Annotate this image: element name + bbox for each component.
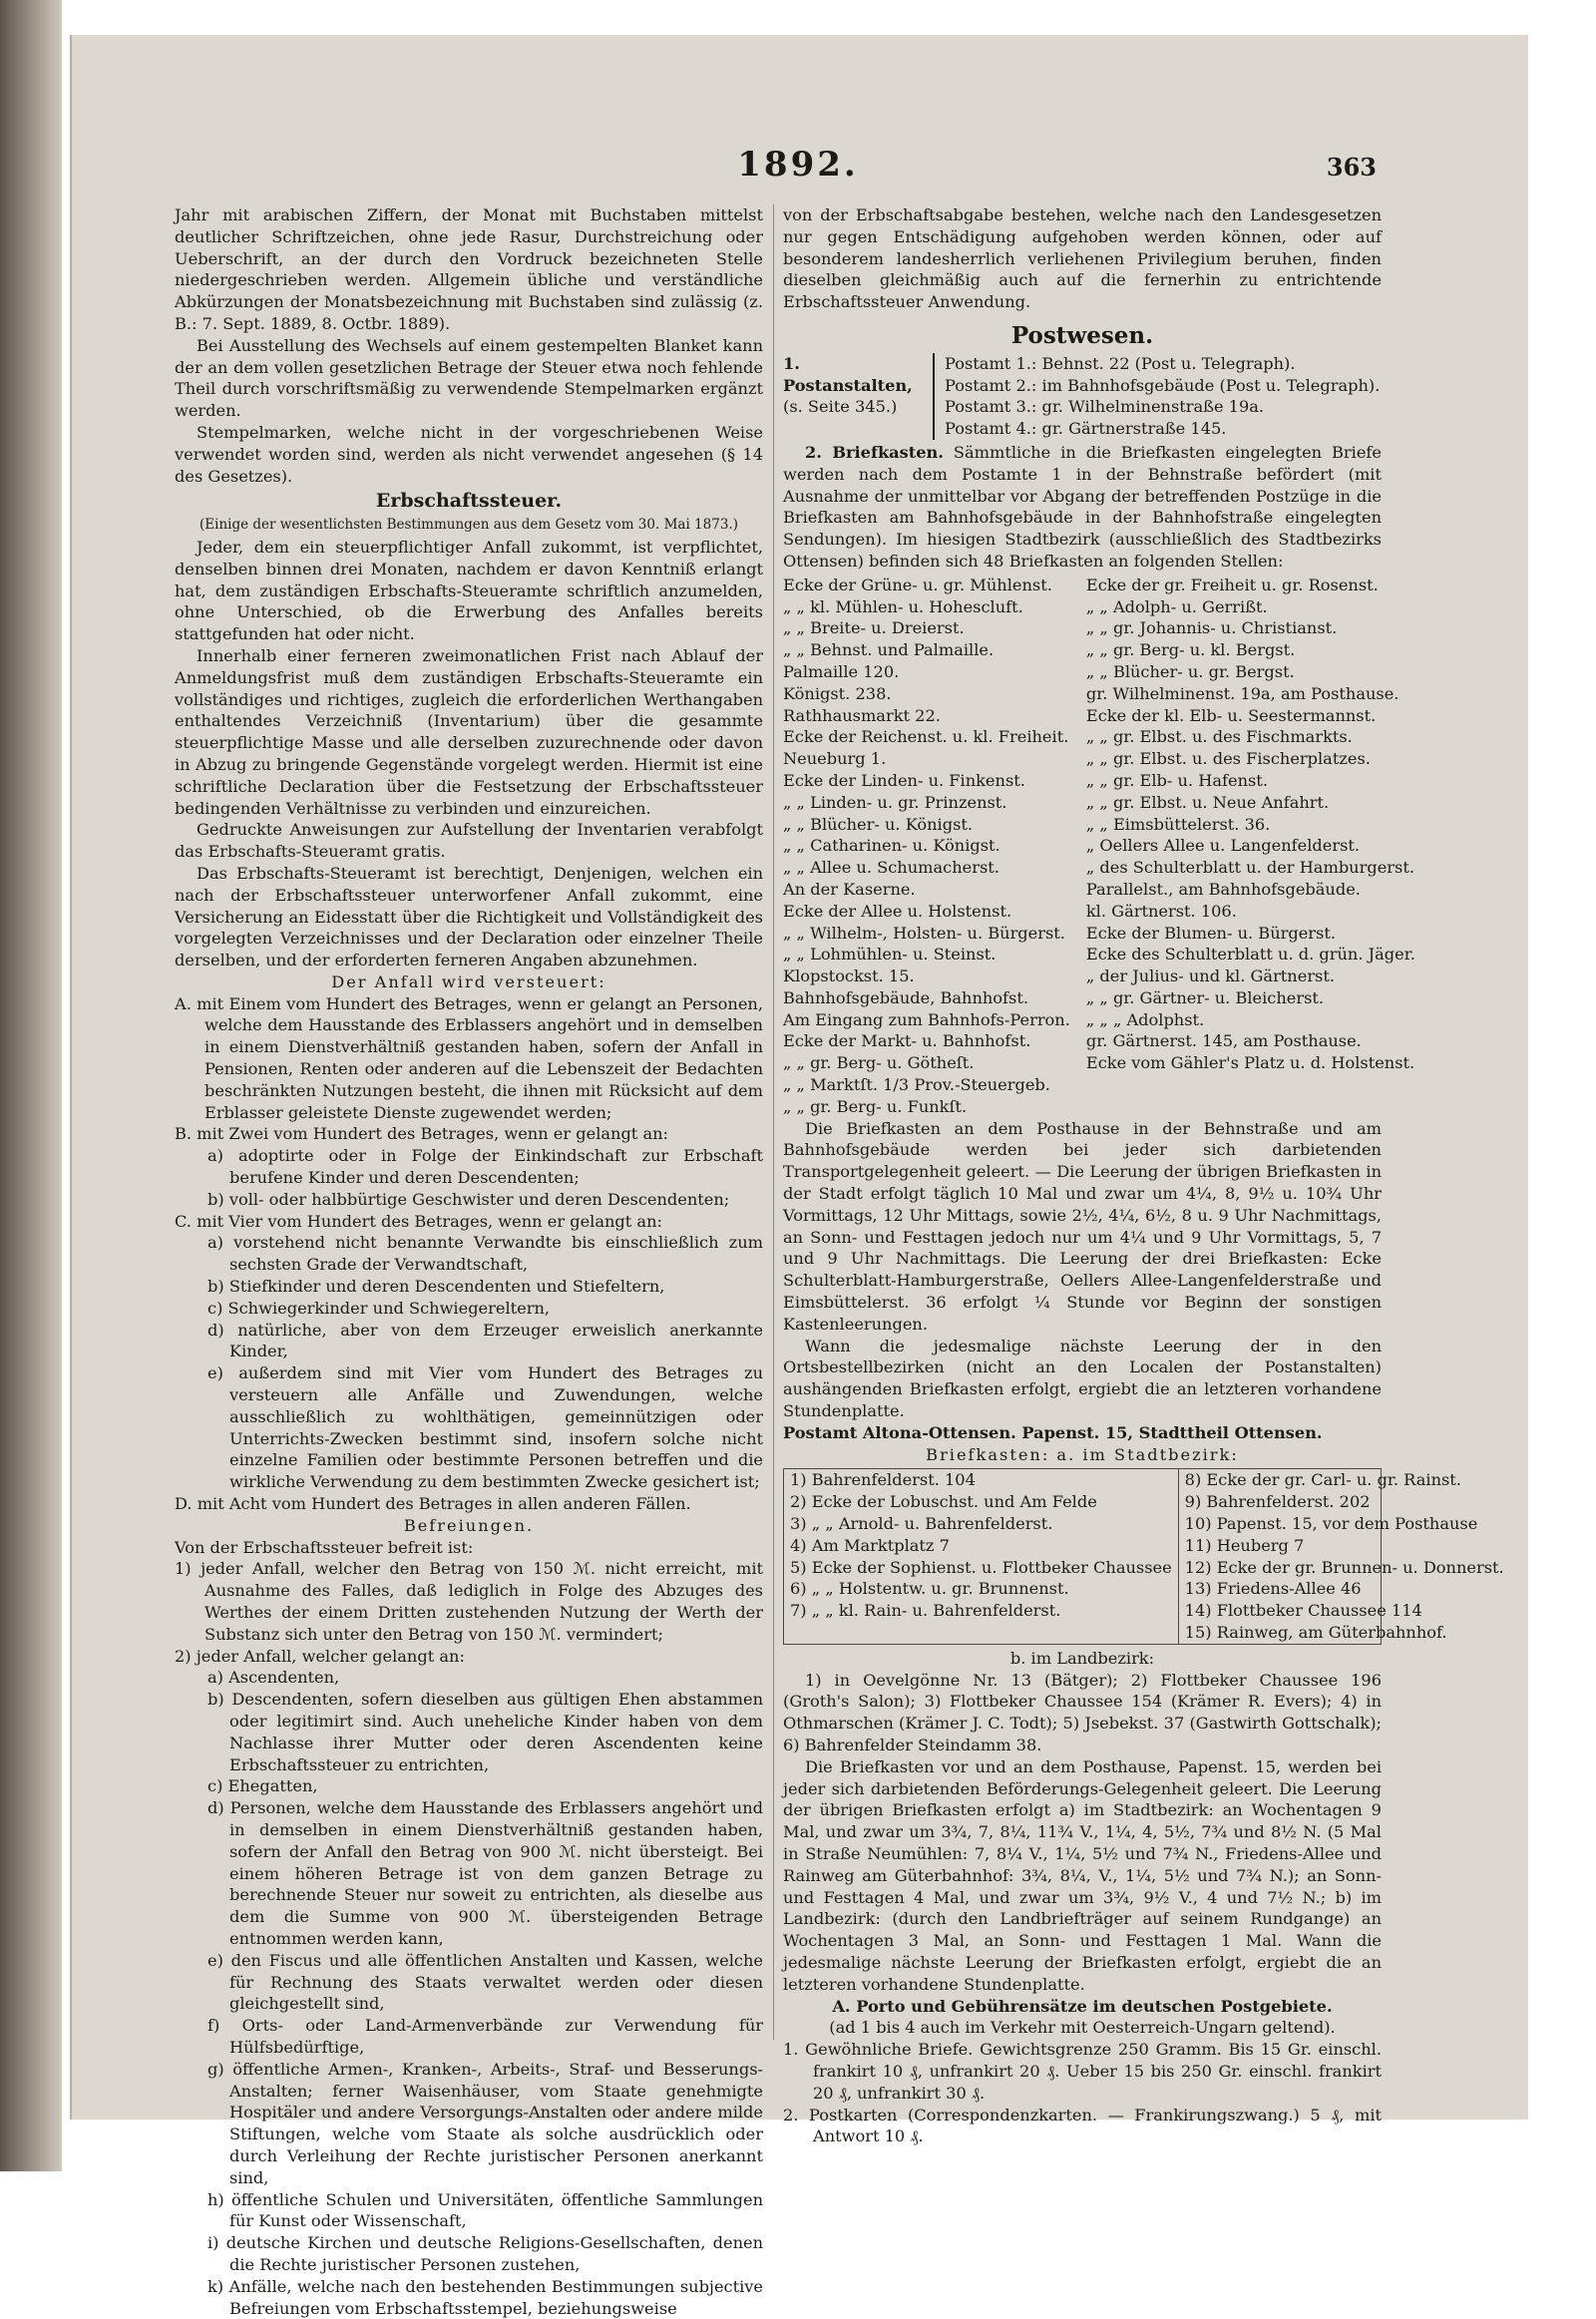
ottensen-mailbox: 3) „ „ Arnold- u. Bahrenfelderst. [790, 1514, 1053, 1534]
ottensen-mailbox: 6) „ „ Holstentw. u. gr. Brunnenst. [790, 1579, 1069, 1599]
mailbox-location: Ecke vom Gähler's Platz u. d. Holstenst. [1085, 1053, 1415, 1073]
mailbox-location: Bahnhofsgebäude, Bahnhofst. [783, 987, 1028, 1007]
section-subtitle: (Einige der wesentlichsten Bestimmungen aus dem Gesetz vom 30. Mai 1873.) [200, 517, 738, 534]
subheading-versteuert: Der Anfall wird versteuert: [331, 971, 606, 991]
left-column [175, 204, 763, 2319]
landbezirk-heading: b. im Landbezirk: [1009, 1648, 1155, 1668]
exemption-subitem: k) Anfälle, welche nach den bestehenden Bestimmungen subjective Befreiungen vom Erbschaftsstempel, beziehungsweise [207, 2276, 763, 2318]
exemption-intro: Von der Erbschaftssteuer befreit ist: [175, 1537, 474, 1557]
mailbox-location: Ecke der gr. Freiheit u. gr. Rosenst. [1085, 575, 1379, 594]
exemption-item-2: 2) jeder Anfall, welcher gelangt an: [175, 1646, 465, 1666]
mailbox-location: „ „ Allee u. Schumacherst. [783, 858, 999, 878]
mailbox-location: „ „ Catharinen- u. Königst. [783, 836, 1000, 856]
postanstalten-block [783, 353, 1382, 440]
post-office-item: Postamt 4.: gr. Gärtnerstraße 145. [945, 419, 1227, 439]
subheading-befreiungen: Befreiungen. [403, 1515, 535, 1535]
mailbox-location: Ecke der Linden- u. Finkenst. [783, 770, 1025, 790]
ottensen-mailbox: 11) Heuberg 7 [1184, 1535, 1305, 1555]
mailbox-location: „ „ „ Adolphst. [1085, 1009, 1205, 1029]
exemption-subitem: b) Descendenten, sofern dieselben aus gültigen Ehen abstammen oder legitimirt sind. Auch uneheliche Kinder haben von dem Nachlasse ihrer Mutter oder deren Ascendenten keine Erbschaftssteuer zu entrichten, [207, 1690, 763, 1774]
papenst-paragraph: Die Briefkasten vor und an dem Posthause, Papenst. 15, werden bei jeder sich darbietenden Beförderungs-Gelegenheit geleert. Die Leerung der übrigen Briefkasten erfolgt a) im Stadtbezirk: an Wochentagen 9 Mal, und zwar um 3¾, 7, 8¼, 11¾ V., 1¼, 4, 5½, 7¾ und 8½ N. (5 Mal in Straße Neumühlen: 7, 8¼ V., 1¼, 5½ und 7¾ N., Friedens-Allee und Rainweg am Güterbahnhof: 3¾, 8¼, V., 1¼, 5½ und 7¾ N.); an Sonn- und Festtagen 4 Mal, und zwar um 3¾, 9½ V., 4 und 7½ N.; b) im Landbezirk: (durch den Landbriefträger auf seinem Rundgange) an Wochentagen 3 Mal, an Sonn- und Festtagen 1 Mal. Wann die jedesmalige nächste Leerung der Briefkasten erfolgt, ergiebt die an letzteren vorhandene Stundenplatte. [783, 1756, 1382, 1994]
mailbox-location: „ des Schulterblatt u. der Hamburgerst. [1085, 858, 1414, 878]
ottensen-mailbox: 1) Bahrenfelderst. 104 [790, 1470, 976, 1490]
page-number: 363 [1326, 153, 1377, 182]
exemption-item-1: 1) jeder Anfall, welcher den Betrag von 150 ℳ. nicht erreicht, mit Ausnahme des Falles, daß lediglich in Folge des Abzuges des Werthes der einem Dritten zustehenden Nutzung der Werth der Substanz sich unter den Betrag von 150 ℳ. vermindert; [175, 1559, 763, 1644]
mailbox-location: „ „ Linden- u. gr. Prinzenst. [783, 792, 1007, 812]
exemption-subitem: c) Ehegatten, [207, 1776, 318, 1796]
mailbox-location: „ „ Breite- u. Dreierst. [783, 618, 965, 638]
section-title-postwesen: Postwesen. [1010, 321, 1154, 349]
rate-subitem: b) voll- oder halbbürtige Geschwister und deren Descendenten; [207, 1189, 730, 1209]
ottensen-mailbox: 13) Friedens-Allee 46 [1184, 1579, 1362, 1599]
mailbox-location: Ecke der kl. Elb- u. Seestermannst. [1085, 705, 1377, 725]
ottensen-heading: Postamt Altona-Ottensen. Papenst. 15, Stadttheil Ottensen. [783, 1422, 1323, 1442]
mailbox-location: „ „ Blücher- u. Königst. [783, 814, 974, 834]
mailbox-location: „ „ gr. Berg- u. Götheſt. [783, 1053, 975, 1073]
exemption-subitem: f) Orts- oder Land-Armenverbände zur Verwendung für Hülfsbedürftige, [207, 2016, 763, 2057]
ottensen-list-left [784, 1469, 1179, 1643]
rate-item-b: B. mit Zwei vom Hundert des Betrages, wenn er gelangt an: [175, 1124, 668, 1144]
porto-subheading: (ad 1 bis 4 auch im Verkehr mit Oesterreich-Ungarn geltend). [829, 2018, 1336, 2038]
intro-paragraph: Stempelmarken, welche nicht in der vorgeschriebenen Weise verwendet worden sind, werden als nicht verwendet angesehen (§ 14 des Gesetzes). [175, 422, 763, 486]
rate-subitem: d) natürliche, aber von dem Erzeuger erweislich anerkannte Kinder, [207, 1320, 763, 1361]
ottensen-mailbox: 12) Ecke der gr. Brunnen- u. Donnerst. [1184, 1557, 1504, 1577]
mailbox-location: „ der Julius- und kl. Gärtnerst. [1085, 966, 1336, 986]
mailbox-location: „ „ Lohmühlen- u. Steinst. [783, 945, 997, 965]
ortsbestell-paragraph: Wann die jedesmalige nächste Leerung der in den Ortsbestellbezirken (nicht an den Localen der Postanstalten) aushängenden Briefkasten erfolgt, ergiebt die an letzteren vorhandene Stundenplatte. [783, 1336, 1382, 1421]
ottensen-mailbox: 2) Ecke der Lobuschst. und Am Felde [790, 1492, 1097, 1512]
mailbox-location: „ „ gr. Elbst. u. des Fischerplatzes. [1085, 749, 1371, 769]
ottensen-mailbox: 9) Bahrenfelderst. 202 [1184, 1492, 1371, 1512]
mailbox-location: Ecke der Grüne- u. gr. Mühlenst. [783, 575, 1052, 594]
postanstalten-list [933, 353, 1380, 440]
mailbox-location: Königst. 238. [783, 683, 892, 703]
mailbox-location: An der Kaserne. [783, 879, 916, 899]
landbezirk-paragraph: 1) in Oevelgönne Nr. 13 (Bätger); 2) Flottbeker Chaussee 196 (Groth's Salon); 3) Flottbeker Chaussee 154 (Krämer R. Evers); 4) in Othmarschen (Krämer J. C. Todt); 5) Jsebekst. 37 (Gastwirth Gottschalk); 6) Bahrenfelder Steindamm 38. [783, 1670, 1382, 1754]
mailbox-location: Parallelst., am Bahnhofsgebäude. [1085, 879, 1361, 899]
ottensen-mailbox: 7) „ „ kl. Rain- u. Bahrenfelderst. [790, 1601, 1061, 1621]
mailbox-location: „ „ gr. Elb- u. Hafenst. [1085, 770, 1268, 790]
ottensen-mailbox: 15) Rainweg, am Güterbahnhof. [1184, 1623, 1447, 1642]
ottensen-mailbox: 14) Flottbeker Chaussee 114 [1184, 1601, 1422, 1621]
ottensen-list-right [1179, 1469, 1510, 1643]
mailbox-location: kl. Gärtnerst. 106. [1085, 901, 1237, 921]
section-title-erbschaftssteuer: Erbschaftssteuer. [375, 490, 563, 513]
porto-item: 1. Gewöhnliche Briefe. Gewichtsgrenze 250 Gramm. Bis 15 Gr. einschl. frankirt 10 ₰, unfrankirt 20 ₰. Ueber 15 bis 250 Gr. einschl. frankirt 20 ₰, unfrankirt 30 ₰. [783, 2040, 1382, 2103]
mailbox-location: Ecke des Schulterblatt u. d. grün. Jäger. [1085, 945, 1415, 965]
mailbox-location: Klopstockst. 15. [783, 966, 915, 986]
mailbox-list-right [1086, 575, 1415, 1118]
rate-subitem: e) außerdem sind mit Vier vom Hundert des Betrages zu versteuern alle Anfälle und Zuwendungen, welche ausschließlich zu wohlthätigen, gemeinnützigen oder Unterrichts-Zwecken bestimmt sind, insofern solche nicht einzelne Familien oder bestimmte Personen betreffen und die wirkliche Verwendung zu dem bestimmten Zwecke gesichert ist; [207, 1363, 763, 1492]
mailbox-location: „ „ gr. Berg- u. kl. Bergst. [1085, 640, 1296, 660]
mailbox-locations [783, 575, 1415, 1118]
paragraph: Gedruckte Anweisungen zur Aufstellung der Inventarien verabfolgt das Erbschafts-Steueramt gratis. [175, 820, 763, 862]
column-divider [773, 204, 774, 2040]
rate-subitem: c) Schwiegerkinder und Schwiegereltern, [207, 1298, 551, 1318]
mailbox-location: „ „ Marktſt. 1/3 Prov.-Steuergeb. [783, 1075, 1050, 1095]
briefkasten-paragraph [783, 442, 1382, 573]
mailbox-location: „ „ gr. Elbst. u. des Fischmarkts. [1085, 727, 1353, 747]
rate-subitem: b) Stiefkinder und deren Descendenten und Stiefeltern, [207, 1277, 665, 1297]
mailbox-location: „ „ Behnst. und Palmaille. [783, 640, 995, 660]
paragraph: Jeder, dem ein steuerpflichtiger Anfall zukommt, ist verpflichtet, denselben binnen drei Monaten, nachdem er davon Kenntniß erlangt hat, dem zuständigen Erbschafts-Steueramte schriftlich anzumelden, ohne Unterschied, ob die Erwerbung des Anfalles bereits stattgefunden hat oder nicht. [175, 537, 763, 644]
mailbox-location: „ „ Blücher- u. gr. Bergst. [1085, 661, 1295, 681]
briefkasten-text: Sämmtliche in die Briefkasten eingelegten Briefe werden nach dem Postamte 1 in der Behnstraße befördert (mit Ausnahme der unmittelbar vor Abgang der betreffenden Postzüge in die Briefkasten am Bahnhofsgebäude in der Bahnhofstraße eingelegten Sendungen). Im hiesigen Stadtbezirk (ausschließlich des Stadtbezirks Ottensen) befinden sich 48 Briefkasten an folgenden Stellen: [783, 442, 1383, 571]
mailbox-location: „ Oellers Allee u. Langenfelderst. [1085, 836, 1361, 856]
rate-subitem: a) adoptirte oder in Folge der Einkindschaft zur Erbschaft berufene Kinder und deren Descendenten; [207, 1146, 763, 1188]
rate-item-c: C. mit Vier vom Hundert des Betrages, wenn er gelangt an: [175, 1211, 662, 1231]
intro-paragraph: Bei Ausstellung des Wechsels auf einem gestempelten Blanket kann der an dem vollen gesetzlichen Betrage der Steuer etwa noch fehlende Theil durch vorschriftsmäßig zu verwendende Stempelmarken ergänzt werden. [175, 335, 763, 421]
mailbox-location: Neueburg 1. [783, 749, 887, 769]
rate-item-d: D. mit Acht vom Hundert des Betrages in allen anderen Fällen. [175, 1494, 691, 1514]
porto-item: 2. Postkarten (Correspondenzkarten. — Frankirungszwang.) 5 ₰, mit Antwort 10 ₰. [783, 2105, 1382, 2146]
post-office-item: Postamt 3.: gr. Wilhelminenstraße 19a. [945, 397, 1265, 417]
right-column [783, 204, 1504, 2147]
ottensen-subheading: Briefkasten: a. im Stadtbezirk: [926, 1444, 1239, 1464]
mailbox-location: „ „ Eimsbüttelerst. 36. [1085, 814, 1271, 834]
mailbox-location: „ „ Adolph- u. Gerrißt. [1085, 596, 1268, 616]
mailbox-location: „ „ kl. Mühlen- u. Hohescluft. [783, 596, 1023, 616]
briefkasten-label: 2. Briefkasten. [805, 442, 944, 462]
post-office-item: Postamt 2.: im Bahnhofsgebäude (Post u. Telegraph). [945, 375, 1381, 395]
exemption-subitem: i) deutsche Kirchen und deutsche Religions-Gesellschaften, denen die Rechte juristischer Personen zustehen, [207, 2233, 763, 2274]
year-heading: 1892. [737, 145, 859, 185]
mailbox-location: Ecke der Markt- u. Bahnhofst. [783, 1031, 1031, 1051]
mailbox-location: „ „ gr. Johannis- u. Christianst. [1085, 618, 1338, 638]
rate-item-a: A. mit Einem vom Hundert des Betrages, wenn er gelangt an Personen, welche dem Hausstande des Erblassers angehört und in demselben in einem Dienstverhältniß gestanden haben, sofern der Anfall in Pensionen, Renten oder anderen auf die Lebenszeit der Bedachten beschränkten Nutzungen besteht, die ihnen mit Rücksicht auf dem Erblasser geleistete Dienste zugewendet werden; [175, 993, 763, 1122]
mailbox-location: Ecke der Blumen- u. Bürgerst. [1085, 923, 1336, 943]
book-spine [0, 0, 62, 2171]
mailbox-location: „ „ gr. Elbst. u. Neue Anfahrt. [1085, 792, 1330, 812]
paragraph: Innerhalb einer ferneren zweimonatlichen Frist nach Ablauf der Anmeldungsfrist muß dem zuständigen Erbschafts-Steueramte ein vollständiges und richtiges, zugleich die erforderlichen Werthangaben enthaltendes Verzeichniß (Inventarium) über die gesammte steuerpflichtige Masse und alle derselben zuzurechnende oder davon in Abzug zu bringende Gegenstände vorgelegt werden. Hiermit ist eine schriftliche Declaration über die Festsetzung der Erbschaftssteuer bedingenden Verhältnisse zu verbinden und einzureichen. [175, 645, 763, 818]
mailbox-location: Rathhausmarkt 22. [783, 705, 941, 725]
ottensen-mailbox: 5) Ecke der Sophienst. u. Flottbeker Chaussee [790, 1557, 1172, 1577]
mailbox-list-left [783, 575, 1070, 1118]
continued-paragraph: von der Erbschaftsabgabe bestehen, welche nach den Landesgesetzen nur gegen Entschädigung aufgehoben werden können, oder auf besonderem landesherrlich verliehenen Privilegium beruhen, finden dieselben gleichmäßig auch auf die fernerhin zu entrichtende Erbschaftssteuer Anwendung. [783, 205, 1382, 312]
exemption-subitem: h) öffentliche Schulen und Universitäten, öffentliche Sammlungen für Kunst oder Wissenschaft, [207, 2189, 763, 2231]
leerung-paragraph: Die Briefkasten an dem Posthause in der Behnstraße und am Bahnhofsgebäude werden bei jeder sich darbietenden Transportgelegenheit geleert. — Die Leerung der übrigen Briefkasten in der Stadt erfolgt täglich 10 Mal und zwar um 4¼, 8, 9½ u. 10¾ Uhr Vormittags, 12 Uhr Mittags, sowie 2½, 4¼, 6½, 8 u. 9 Uhr Nachmittags, an Sonn- und Festtagen jedoch nur um 4¼ und 9 Uhr Vormittags, 5, 7 und 9 Uhr Nachmittags. Die Leerung der drei Briefkasten: Ecke Schulterblatt-Hamburgerstraße, Oellers Allee-Langenfelderstraße und Eimsbüttelerst. 36 erfolgt ¼ Stunde vor Beginn der sonstigen Kastenleerungen. [783, 1118, 1382, 1334]
postanstalten-ref: (s. Seite 345.) [783, 397, 898, 417]
paragraph: Das Erbschafts-Steueramt ist berechtigt, Denjenigen, welchen ein nach der Erbschaftssteuer unterworfener Anfall zukommt, eine Versicherung an Eidesstatt über die Richtigkeit und Vollständigkeit des vorgelegten Verzeichnisses und der Declaration oder einzelner Theile derselben, und der erforderten ferneren Angaben abzunehmen. [175, 863, 763, 970]
postanstalten-label-group [783, 353, 933, 440]
ottensen-mailbox: 8) Ecke der gr. Carl- u. gr. Rainst. [1184, 1470, 1461, 1490]
porto-heading: A. Porto und Gebührensätze im deutschen Postgebiete. [832, 1996, 1333, 2016]
ottensen-mailbox-table [783, 1468, 1504, 1644]
postanstalten-label: 1. Postanstalten, [783, 353, 913, 395]
mailbox-location: Palmaille 120. [783, 661, 900, 681]
ottensen-mailbox: 4) Am Marktplatz 7 [790, 1535, 950, 1555]
exemption-subitem: d) Personen, welche dem Hausstande des Erblassers angehört und in demselben in einem Dienstverhältniß gestanden haben, sofern der Anfall den Betrag von 900 ℳ. nicht übersteigt. Bei einem höheren Betrage ist von dem ganzen Betrage zu berechnende Steuer nur soweit zu entrichten, als dieselbe aus dem die Summe von 900 ℳ. übersteigenden Betrage entnommen werden kann, [207, 1798, 763, 1948]
exemption-subitem: g) öffentliche Armen-, Kranken-, Arbeits-, Straf- und Besserungs-Anstalten; ferner Waisenhäuser, vom Staate genehmigte Hospitäler und andere Versorgungs-Anstalten oder andere milde Stiftungen, welche vom Staate als solche ausdrücklich oder durch Verleihung der Rechte juristischer Personen anerkannt sind, [207, 2059, 763, 2187]
ottensen-mailbox: 10) Papenst. 15, vor dem Posthause [1184, 1514, 1478, 1534]
rate-subitem: a) vorstehend nicht benannte Verwandte bis einschließlich zum sechsten Grade der Verwandtschaft, [207, 1233, 763, 1275]
post-office-item: Postamt 1.: Behnst. 22 (Post u. Telegraph). [945, 353, 1296, 373]
intro-paragraph: Jahr mit arabischen Ziffern, der Monat mit Buchstaben mittelst deutlicher Schriftzeichen, ohne jede Rasur, Durchstreichung oder Ueberschrift, an der durch den Vordruck bezeichneten Stelle niedergeschrieben werden. Allgemein übliche und verständliche Abkürzungen der Monatsbezeichnung mit Buchstaben sind zulässig (z. B.: 7. Sept. 1889, 8. Octbr. 1889). [175, 205, 763, 333]
mailbox-location: Am Eingang zum Bahnhofs-Perron. [783, 1009, 1070, 1029]
mailbox-location: Ecke der Allee u. Holstenst. [783, 901, 1012, 921]
mailbox-location: „ „ gr. Gärtner- u. Bleicherst. [1085, 987, 1325, 1007]
mailbox-location: gr. Gärtnerst. 145, am Posthause. [1085, 1031, 1362, 1051]
exemption-subitem: e) den Fiscus und alle öffentlichen Anstalten und Kassen, welche für Rechnung des Staats verwaltet werden oder diesen gleichgestellt sind, [207, 1950, 763, 2014]
mailbox-location: „ „ Wilhelm-, Holsten- u. Bürgerst. [783, 923, 1065, 943]
mailbox-location: Ecke der Reichenst. u. kl. Freiheit. [783, 727, 1069, 747]
mailbox-location: gr. Wilhelminenst. 19a, am Posthause. [1085, 683, 1399, 703]
mailbox-location: „ „ gr. Berg- u. Funkſt. [783, 1096, 968, 1116]
exemption-subitem: a) Ascendenten, [207, 1668, 340, 1688]
